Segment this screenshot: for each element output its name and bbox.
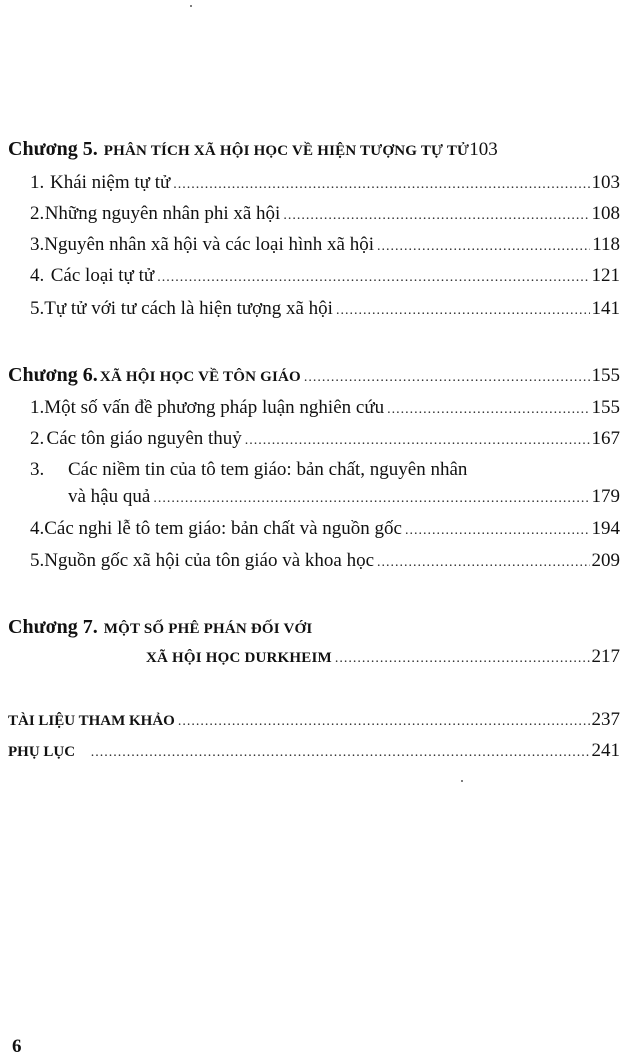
- entry-title: Các nghi lễ tô tem giáo: bản chất và nguồn gốc: [44, 518, 402, 539]
- entry-page-number: 118: [592, 234, 620, 255]
- dot-leader: [153, 486, 589, 512]
- entry-title: Khái niệm tự tử: [49, 172, 171, 193]
- entry-title: Các tôn giáo nguyên thuỷ: [46, 428, 242, 449]
- back-matter-title: TÀI LIỆU THAM KHẢO: [8, 713, 175, 729]
- chapter-label: Chương 7.: [8, 616, 98, 638]
- page-number: 6: [12, 1036, 22, 1057]
- toc-entry-appendix[interactable]: [0, 738, 620, 764]
- entry-number: 5.: [30, 298, 45, 319]
- chapter-7-heading-line-1[interactable]: [0, 614, 620, 640]
- toc-entry[interactable]: [0, 548, 620, 574]
- toc-entry[interactable]: [0, 426, 620, 452]
- dot-leader: [245, 428, 590, 454]
- entry-page-number: 209: [591, 550, 620, 571]
- entry-page-number: 103: [591, 172, 620, 193]
- chapter-title: XÃ HỘI HỌC VỀ TÔN GIÁO: [99, 369, 301, 385]
- chapter-title: PHÂN TÍCH XÃ HỘI HỌC VỀ HIỆN TƯỢNG TỰ TỬ: [103, 143, 470, 159]
- toc-entry[interactable]: [0, 263, 620, 289]
- entry-title: Các niềm tin của tô tem giáo: bản chất, nguyên nhân: [68, 459, 468, 480]
- entry-number: 1.: [30, 397, 45, 418]
- chapter-5-heading[interactable]: [0, 136, 637, 162]
- entry-number: 5.: [30, 550, 45, 571]
- toc-entry-line-2[interactable]: [0, 484, 620, 510]
- toc-entry-line-1[interactable]: [0, 457, 620, 483]
- entry-title: Nguồn gốc xã hội của tôn giáo và khoa học: [44, 550, 375, 571]
- chapter-title: MỘT SỐ PHÊ PHÁN ĐỐI VỚI: [103, 621, 313, 637]
- entry-page-number: 108: [591, 203, 620, 224]
- dot-leader: [336, 298, 590, 324]
- entry-page-number: 194: [591, 518, 620, 539]
- entry-title: Các loại tự tử: [50, 265, 155, 286]
- entry-page-number: 121: [591, 265, 620, 286]
- entry-number: 3.: [30, 234, 45, 255]
- entry-page-number: 167: [591, 428, 620, 449]
- back-matter-title: PHỤ LỤC: [8, 744, 76, 760]
- entry-title: Một số vấn đề phương pháp luận nghiên cứu: [44, 397, 385, 418]
- dot-leader: [387, 397, 589, 423]
- toc-entry[interactable]: [0, 232, 620, 258]
- dot-leader: [178, 709, 590, 735]
- dot-leader: [405, 518, 590, 544]
- entry-title-continuation: và hậu quả: [68, 486, 151, 507]
- entry-number: 4.: [30, 518, 45, 539]
- entry-page-number: 179: [591, 486, 620, 507]
- chapter-7-heading-line-2[interactable]: [0, 644, 620, 670]
- entry-title: Những nguyên nhân phi xã hội: [44, 203, 281, 224]
- chapter-label: Chương 5.: [8, 138, 98, 160]
- entry-number: 4.: [30, 265, 45, 286]
- entry-number: 2.: [30, 428, 45, 449]
- entry-number: 1.: [30, 172, 45, 193]
- back-matter-page-number: 237: [591, 709, 620, 730]
- scan-speck: [461, 780, 463, 782]
- entry-number: 3.: [30, 459, 45, 480]
- dot-leader: [377, 550, 589, 576]
- dot-leader: [91, 740, 590, 766]
- toc-entry[interactable]: [0, 170, 620, 196]
- dot-leader: [157, 265, 589, 291]
- toc-entry[interactable]: [0, 296, 620, 322]
- dot-leader: [335, 646, 590, 672]
- toc-entry[interactable]: [0, 201, 620, 227]
- chapter-page-number: 217: [591, 646, 620, 667]
- chapter-title-continuation: XÃ HỘI HỌC DURKHEIM: [146, 650, 332, 666]
- scan-speck: [190, 5, 192, 7]
- dot-leader: [304, 365, 590, 391]
- chapter-page-number: 155: [591, 365, 620, 386]
- entry-title: Nguyên nhân xã hội và các loại hình xã hội: [44, 234, 375, 255]
- entry-number: 2.: [30, 203, 45, 224]
- dot-leader: [283, 203, 589, 229]
- toc-entry[interactable]: [0, 516, 620, 542]
- dot-leader: [173, 172, 589, 198]
- chapter-label: Chương 6.: [8, 364, 98, 386]
- chapter-page-number: 103: [469, 139, 498, 160]
- entry-page-number: 141: [591, 298, 620, 319]
- back-matter-page-number: 241: [591, 740, 620, 761]
- entry-title: Tự tử với tư cách là hiện tượng xã hội: [44, 298, 333, 319]
- entry-page-number: 155: [591, 397, 620, 418]
- toc-entry-references[interactable]: [0, 707, 620, 733]
- chapter-6-heading[interactable]: [0, 362, 620, 388]
- toc-entry[interactable]: [0, 395, 620, 421]
- dot-leader: [377, 234, 590, 260]
